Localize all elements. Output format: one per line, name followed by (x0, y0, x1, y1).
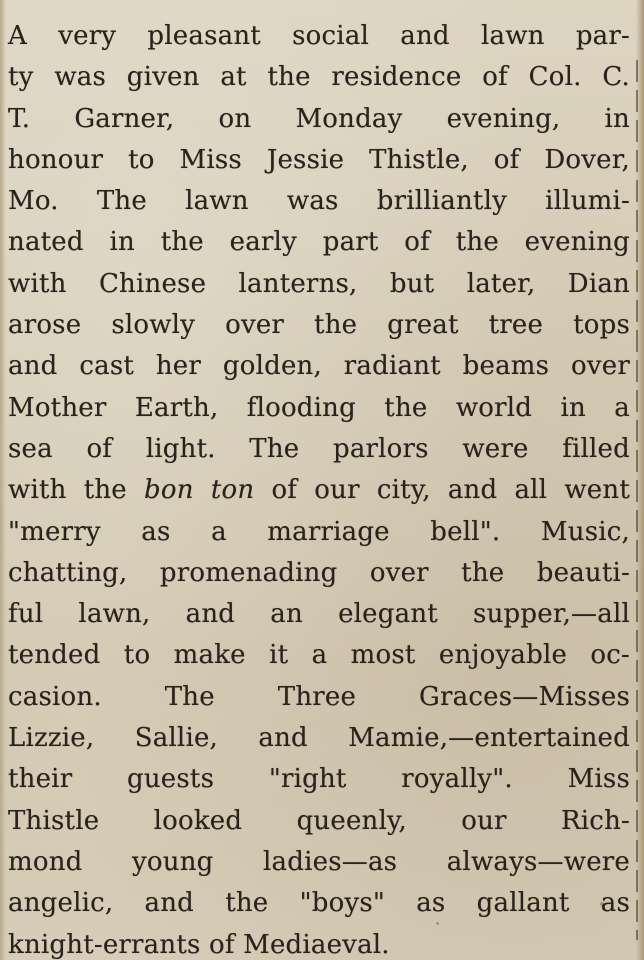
article-line: arose slowly over the great tree tops (8, 310, 630, 341)
column-rule (636, 60, 638, 940)
italic-phrase: bon ton (144, 475, 255, 506)
article-line: sea of light. The parlors were filled (8, 433, 630, 464)
article-line: tended to make it a most enjoyable oc- (8, 640, 630, 671)
article-line: mond young ladies—as always—were (8, 846, 630, 877)
article-line: knight-errants of Mediaeval. (8, 929, 390, 960)
article-line: T. Garner, on Monday evening, in (8, 103, 630, 134)
article-line: and cast her golden, radiant beams over (8, 351, 630, 382)
article-line: ty was given at the residence of Col. C. (8, 62, 630, 93)
article-line: their guests "right royally". Miss (8, 764, 630, 795)
article-line: ful lawn, and an elegant supper,—all (8, 599, 630, 630)
article-line: A very pleasant social and lawn par- (8, 21, 630, 51)
article-line: Mo. The lawn was brilliantly illumi- (8, 186, 630, 217)
article-line: nated in the early part of the evening (8, 227, 630, 258)
article-line: chatting, promenading over the beauti- (8, 557, 630, 588)
line-text: with the (8, 475, 145, 506)
article-line: Mother Earth, flooding the world in a (8, 392, 630, 423)
paper-left-edge (0, 0, 6, 960)
article-line: Lizzie, Sallie, and Mamie,—entertained (8, 723, 630, 754)
article-line: Thistle looked queenly, our Rich- (8, 805, 630, 836)
article-line: casion. The Three Graces—Misses (8, 681, 630, 712)
article-line: "merry as a marriage bell". Music, (8, 516, 630, 547)
line-text: of our city, and all went (254, 475, 630, 506)
article-line: honour to Miss Jessie Thistle, of Dover, (8, 144, 630, 175)
article-body (8, 16, 630, 960)
article-line: with Chinese lanterns, but later, Dian (8, 268, 630, 299)
article-line (8, 470, 630, 511)
article-line: angelic, and the "boys" as gallant as (8, 888, 630, 919)
